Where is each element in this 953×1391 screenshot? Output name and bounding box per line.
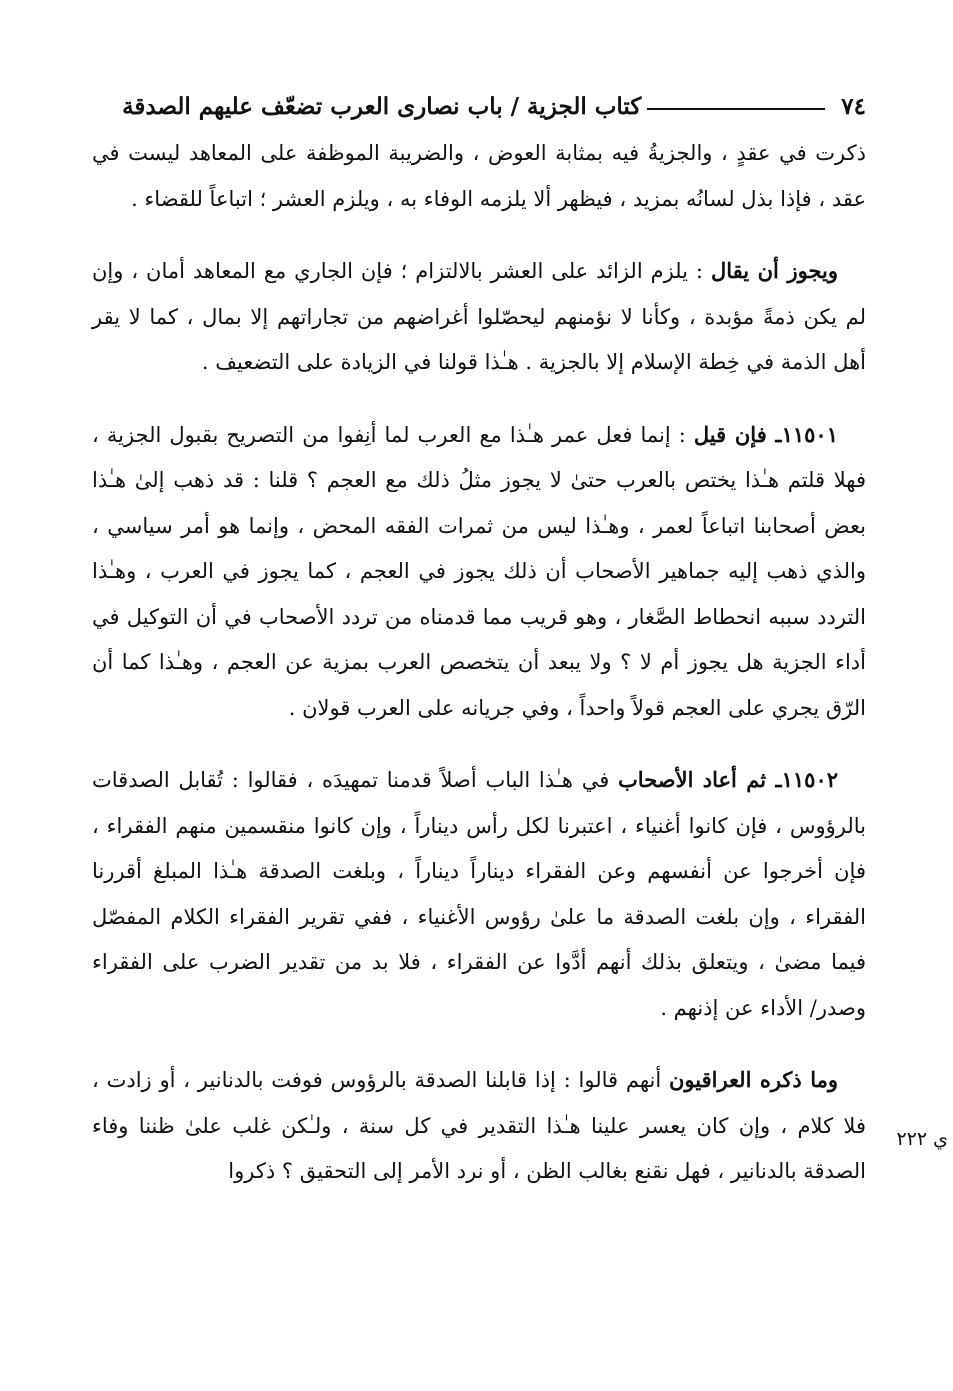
paragraph-text: أنهم قالوا : إذا قابلنا الصدقة بالرؤوس فوفت بالدنانير ، أو زادت ، فلا كلام ، وإن كان يعسر علينا هـٰذا التقدير في كل سنة ، ولـٰكن غلب علىٰ ظننا وفاء الصدقة بالدنانير ، فهل نقنع بغالب الظن ، أو نرد الأمر إلى التحقيق ؟ ذكروا <box>92 1068 866 1183</box>
page-header <box>92 86 866 126</box>
running-title: كتاب الجزية / باب نصارى العرب تضعّف عليهم الصدقة <box>122 92 642 120</box>
paragraph-lead: وما ذكره العراقيون <box>668 1067 838 1092</box>
paragraph-lead: ١١٥٠١ـ فإن قيل <box>693 421 838 447</box>
paragraph-text: ذكرت في عقدٍ ، والجزيةُ فيه بمثابة العوض ، والضريبة الموظفة على المعاهد ليست في عقد ، فإذا بذل لسانُه بمزيد ، فيظهر ألا يلزمه الوفاء به ، ويلزم العشر ؛ اتباعاً للقضاء . <box>92 141 866 211</box>
paragraph-lead: ويجوز أن يقال <box>710 258 838 283</box>
paragraph-lead: ١١٥٠٢ـ ثم أعاد الأصحاب <box>618 767 839 792</box>
main-text <box>92 131 866 1221</box>
margin-reference: ي ٢٢٢ <box>896 1128 948 1150</box>
paragraph <box>92 1057 866 1195</box>
paragraph <box>92 131 866 222</box>
paragraph <box>92 248 866 386</box>
paragraph <box>92 412 866 732</box>
paragraph-text: : يلزم الزائد على العشر بالالتزام ؛ فإن الجاري مع المعاهد أمان ، وإن لم يكن ذمةً مؤبدة ، وكأنا لا نؤمنهم ليحصّلوا أغراضهم من تجاراتهم إلا بمال ، كما لا يقر أهل الذمة في خِطة الإسلام إلا بالجزية . هـٰذا قولنا في الزيادة على التضعيف . <box>92 259 866 374</box>
header-rule <box>647 108 825 110</box>
paragraph-text: : إنما فعل عمر هـٰذا مع العرب لما أنِفوا من التصريح بقبول الجزية ، فهلا قلتم هـٰذا يختص بالعرب حتىٰ لا يجوز مثلُ ذلك مع العجم ؟ قلنا : قد ذهب إلىٰ هـٰذا بعض أصحابنا اتباعاً لعمر ، وهـٰذا ليس من ثمرات الفقه المحض ، وإنما هو أمر سياسي ، والذي ذهب إليه جماهير الأصحاب أن ذلك يجوز في العجم ، كما يجوز في العرب ، وهـٰذا التردد سببه انحطاط الصَّغار ، وهو قريب مما قدمناه من تردد الأصحاب في أن التوكيل في أداء الجزية هل يجوز أم لا ؟ ولا يبعد أن يتخصص العرب بمزية عن العجم ، وهـٰذا كما أن الرّق يجري على العجم قولاً واحداً ، وفي جريانه على العرب قولان . <box>92 422 866 720</box>
paragraph <box>92 757 866 1031</box>
page-number: ٧٤ <box>841 92 866 120</box>
paragraph-text: في هـٰذا الباب أصلاً قدمنا تمهيدَه ، فقالوا : تُقابل الصدقات بالرؤوس ، فإن كانوا أغنياء ، اعتبرنا لكل رأس ديناراً ، وإن كانوا منقسمين منهم الفقراء ، فإن أخرجوا عن أنفسهم وعن الفقراء ديناراً ديناراً ، وبلغت الصدقة هـٰذا المبلغ أقررنا الفقراء ، وإن بلغت الصدقة ما علىٰ رؤوس الأغنياء ، ففي تقرير الفقراء الكلام المفصّل فيما مضىٰ ، ويتعلق بذلك أنهم أدَّوا عن الفقراء ، فلا بد من تقدير الضرب على الفقراء وصدر/ الأداء عن إذنهم . <box>92 768 866 1020</box>
